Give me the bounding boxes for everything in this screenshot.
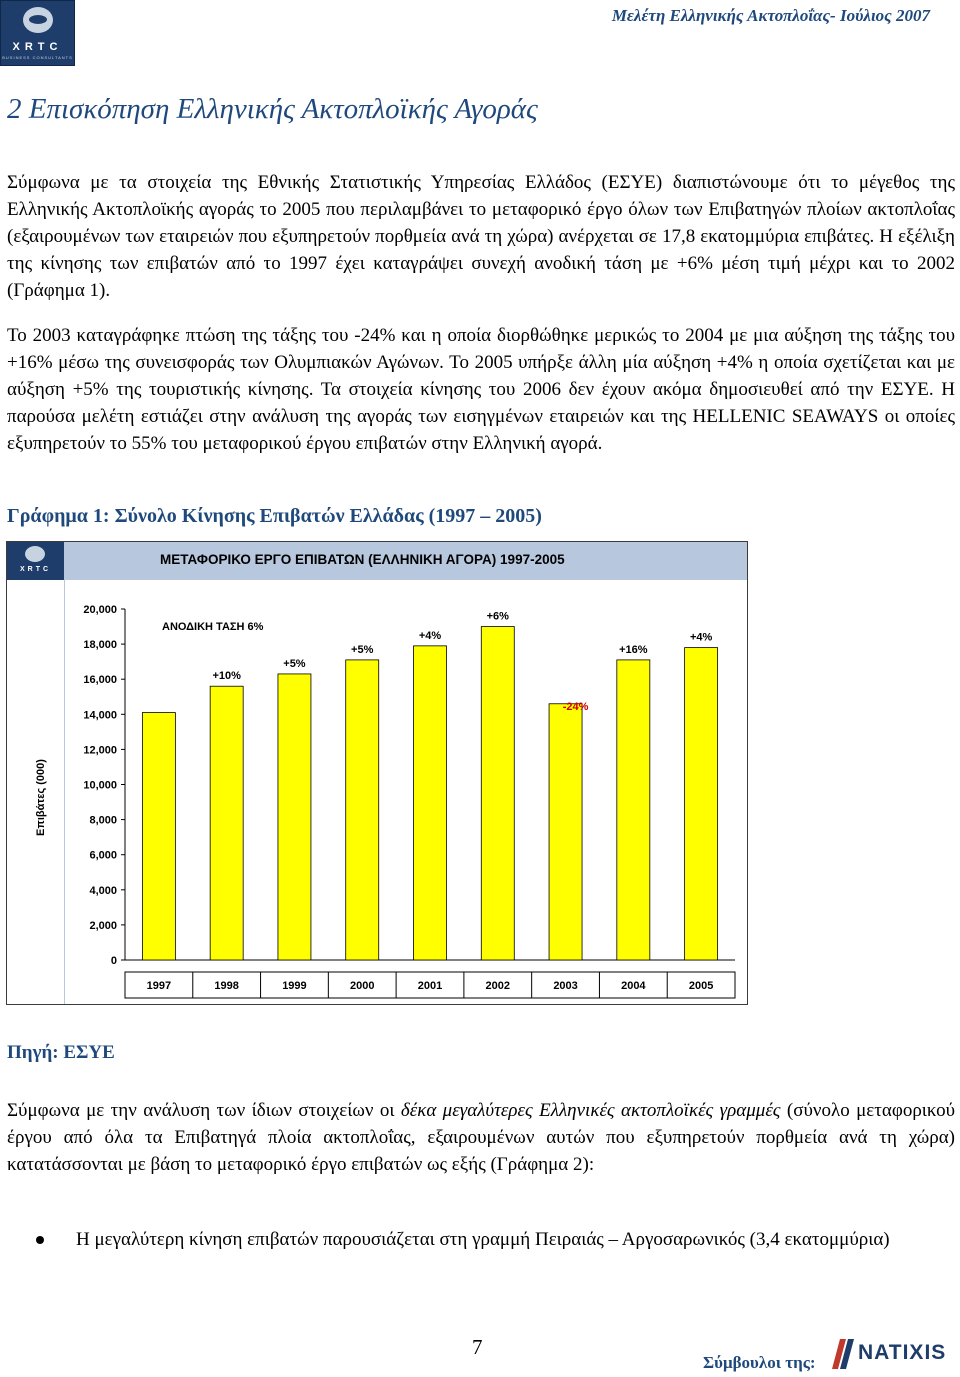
bar-2003 (549, 704, 582, 960)
bar-1998 (210, 686, 243, 960)
bar-2000 (346, 660, 379, 960)
paragraph-3-text-b: (σύνολο μεταφορικού έργου από όλα τα Επιβατηγά πλοία ακτοπλοΐας, εξαιρουμένων αυτών που εξυπηρετούν πορθμεία ανά τη χώρα) κατατάσσονται με βάση το μεταφορικό έργο επιβατών ως εξής (Γράφημα 2): (7, 1100, 955, 1175)
bullet-item: Η μεγαλύτερη κίνηση επιβατών παρουσιάζεται στη γραμμή Πειραιάς – Αργοσαρωνικός (3,4 εκατομμύρια) (76, 1229, 890, 1250)
bar-data-label: +16% (619, 643, 648, 656)
bar-data-label: +6% (486, 610, 509, 623)
bar-2001 (414, 646, 447, 960)
y-tick-label: 0 (110, 955, 117, 967)
chart-title: ΜΕΤΑΦΟΡΙΚΟ ΕΡΓΟ ΕΠΙΒΑΤΩΝ (ΕΛΛΗΝΙΚΗ ΑΓΟΡΑ) 1997-2005 (160, 552, 565, 567)
bullet-icon (36, 1236, 44, 1244)
y-tick-label: 10,000 (83, 779, 117, 792)
document-title: Μελέτη Ελληνικής Ακτοπλοΐας- Ιούλιος 2007 (611, 6, 930, 25)
y-tick-label: 4,000 (89, 884, 117, 897)
x-tick-label: 2004 (621, 980, 646, 992)
x-tick-label: 1999 (282, 980, 307, 992)
paragraph-3 (7, 1097, 955, 1178)
chart-plot (7, 542, 747, 1004)
x-tick-label: 2005 (688, 980, 714, 992)
section-title: 2 Επισκόπηση Ελληνικής Ακτοπλοϊκής Αγοράς (7, 93, 538, 125)
paragraph-3-text-a: Σύμφωνα με την ανάλυση των ίδιων στοιχείων οι (7, 1100, 401, 1121)
y-tick-label: 8,000 (89, 814, 117, 827)
y-tick-label: 18,000 (83, 639, 117, 652)
paragraph-1: Σύμφωνα με τα στοιχεία της Εθνικής Στατιστικής Υπηρεσίας Ελλάδος (ΕΣΥΕ) διαπιστώνουμε ότι το μέγεθος της Ελληνικής Ακτοπλοϊκής αγοράς το 2005 που περιλαμβάνει το μεταφορικό έργο όλων των Επιβατηγών πλοίων ακτοπλοΐας (εξαιρουμένων των εταιρειών που εξυπηρετούν πορθμεία ανά τη χώρα) ανέρχεται σε 17,8 εκατομμύρια επιβάτες. Η εξέλιξη της κίνησης των επιβατών από το 1997 έχει καταγράψει συνεχή ανοδική τάση με +6% μέση τιμή μέχρι και το 2002 (Γράφημα 1). (7, 172, 955, 301)
x-tick-label: 1998 (214, 980, 239, 992)
y-tick-label: 2,000 (89, 919, 117, 932)
natixis-logo-text: NATIXIS (858, 1341, 947, 1364)
footer-label: Σύμβουλοι της: (703, 1353, 816, 1372)
x-tick-label: 2000 (349, 980, 375, 992)
bar-data-label: -24% (562, 700, 589, 713)
trend-annotation: ΑΝΟΔΙΚΗ ΤΑΣΗ 6% (162, 621, 264, 633)
figure-caption: Γράφημα 1: Σύνολο Κίνησης Επιβατών Ελλάδας (1997 – 2005) (7, 505, 542, 527)
company-logo (0, 0, 75, 66)
y-tick-label: 20,000 (83, 604, 117, 616)
x-tick-label: 2003 (553, 980, 578, 992)
natixis-mark-icon (832, 1339, 854, 1369)
ship-emblem-icon (23, 7, 53, 33)
bar-1999 (278, 674, 311, 960)
y-tick-label: 14,000 (83, 709, 117, 722)
x-tick-label: 1997 (146, 980, 172, 992)
bar-data-label: +5% (283, 657, 306, 670)
bar-2002 (481, 627, 514, 960)
x-tick-label: 2001 (417, 980, 443, 992)
y-tick-label: 6,000 (89, 849, 117, 862)
natixis-logo (832, 1335, 956, 1375)
y-tick-label: 16,000 (83, 674, 117, 687)
page-number: 7 (472, 1335, 483, 1359)
bar-data-label: +10% (212, 670, 241, 683)
bar-2005 (685, 648, 718, 960)
chart-logo-text: XRTC (19, 566, 52, 573)
bar-2004 (617, 660, 650, 960)
y-tick-label: 12,000 (83, 744, 117, 757)
bar-data-label: +4% (418, 629, 442, 642)
figure-source: Πηγή: ΕΣΥΕ (7, 1042, 115, 1063)
logo-text: XRTC (12, 41, 63, 53)
paragraph-3-italic: δέκα μεγαλύτερες Ελληνικές ακτοπλοϊκές γραμμές (400, 1100, 781, 1121)
bar-1997 (142, 713, 175, 960)
x-tick-label: 2002 (485, 980, 511, 992)
bar-data-label: +5% (351, 643, 374, 656)
paragraph-2: Το 2003 καταγράφηκε πτώση της τάξης του -24% και η οποία διορθώθηκε μερικώς το 2004 με μια αύξηση της τάξης του +16% μέσω της συνεισφοράς των Ολυμπιακών Αγώνων. Το 2005 υπήρξε άλλη μία αύξηση +4% η οποία σχετίζεται και με αύξηση +5% της τουριστικής κίνησης. Τα στοιχεία κίνησης του 2006 δεν έχουν ακόμα δημοσιευθεί από την ΕΣΥΕ. Η παρούσα μελέτη εστιάζει στην ανάλυση της αγοράς των εισηγμένων εταιρειών και της HELLENIC SEAWAYS οι οποίες εξυπηρετούν το 55% του μεταφορικού έργου επιβατών στην Ελληνική αγορά. (7, 325, 955, 454)
y-axis-label: Επιβάτες (000) (35, 759, 47, 836)
passenger-chart (6, 541, 748, 1005)
bar-data-label: +4% (689, 631, 713, 644)
logo-subtext: BUSINESS CONSULTANTS (2, 55, 73, 60)
